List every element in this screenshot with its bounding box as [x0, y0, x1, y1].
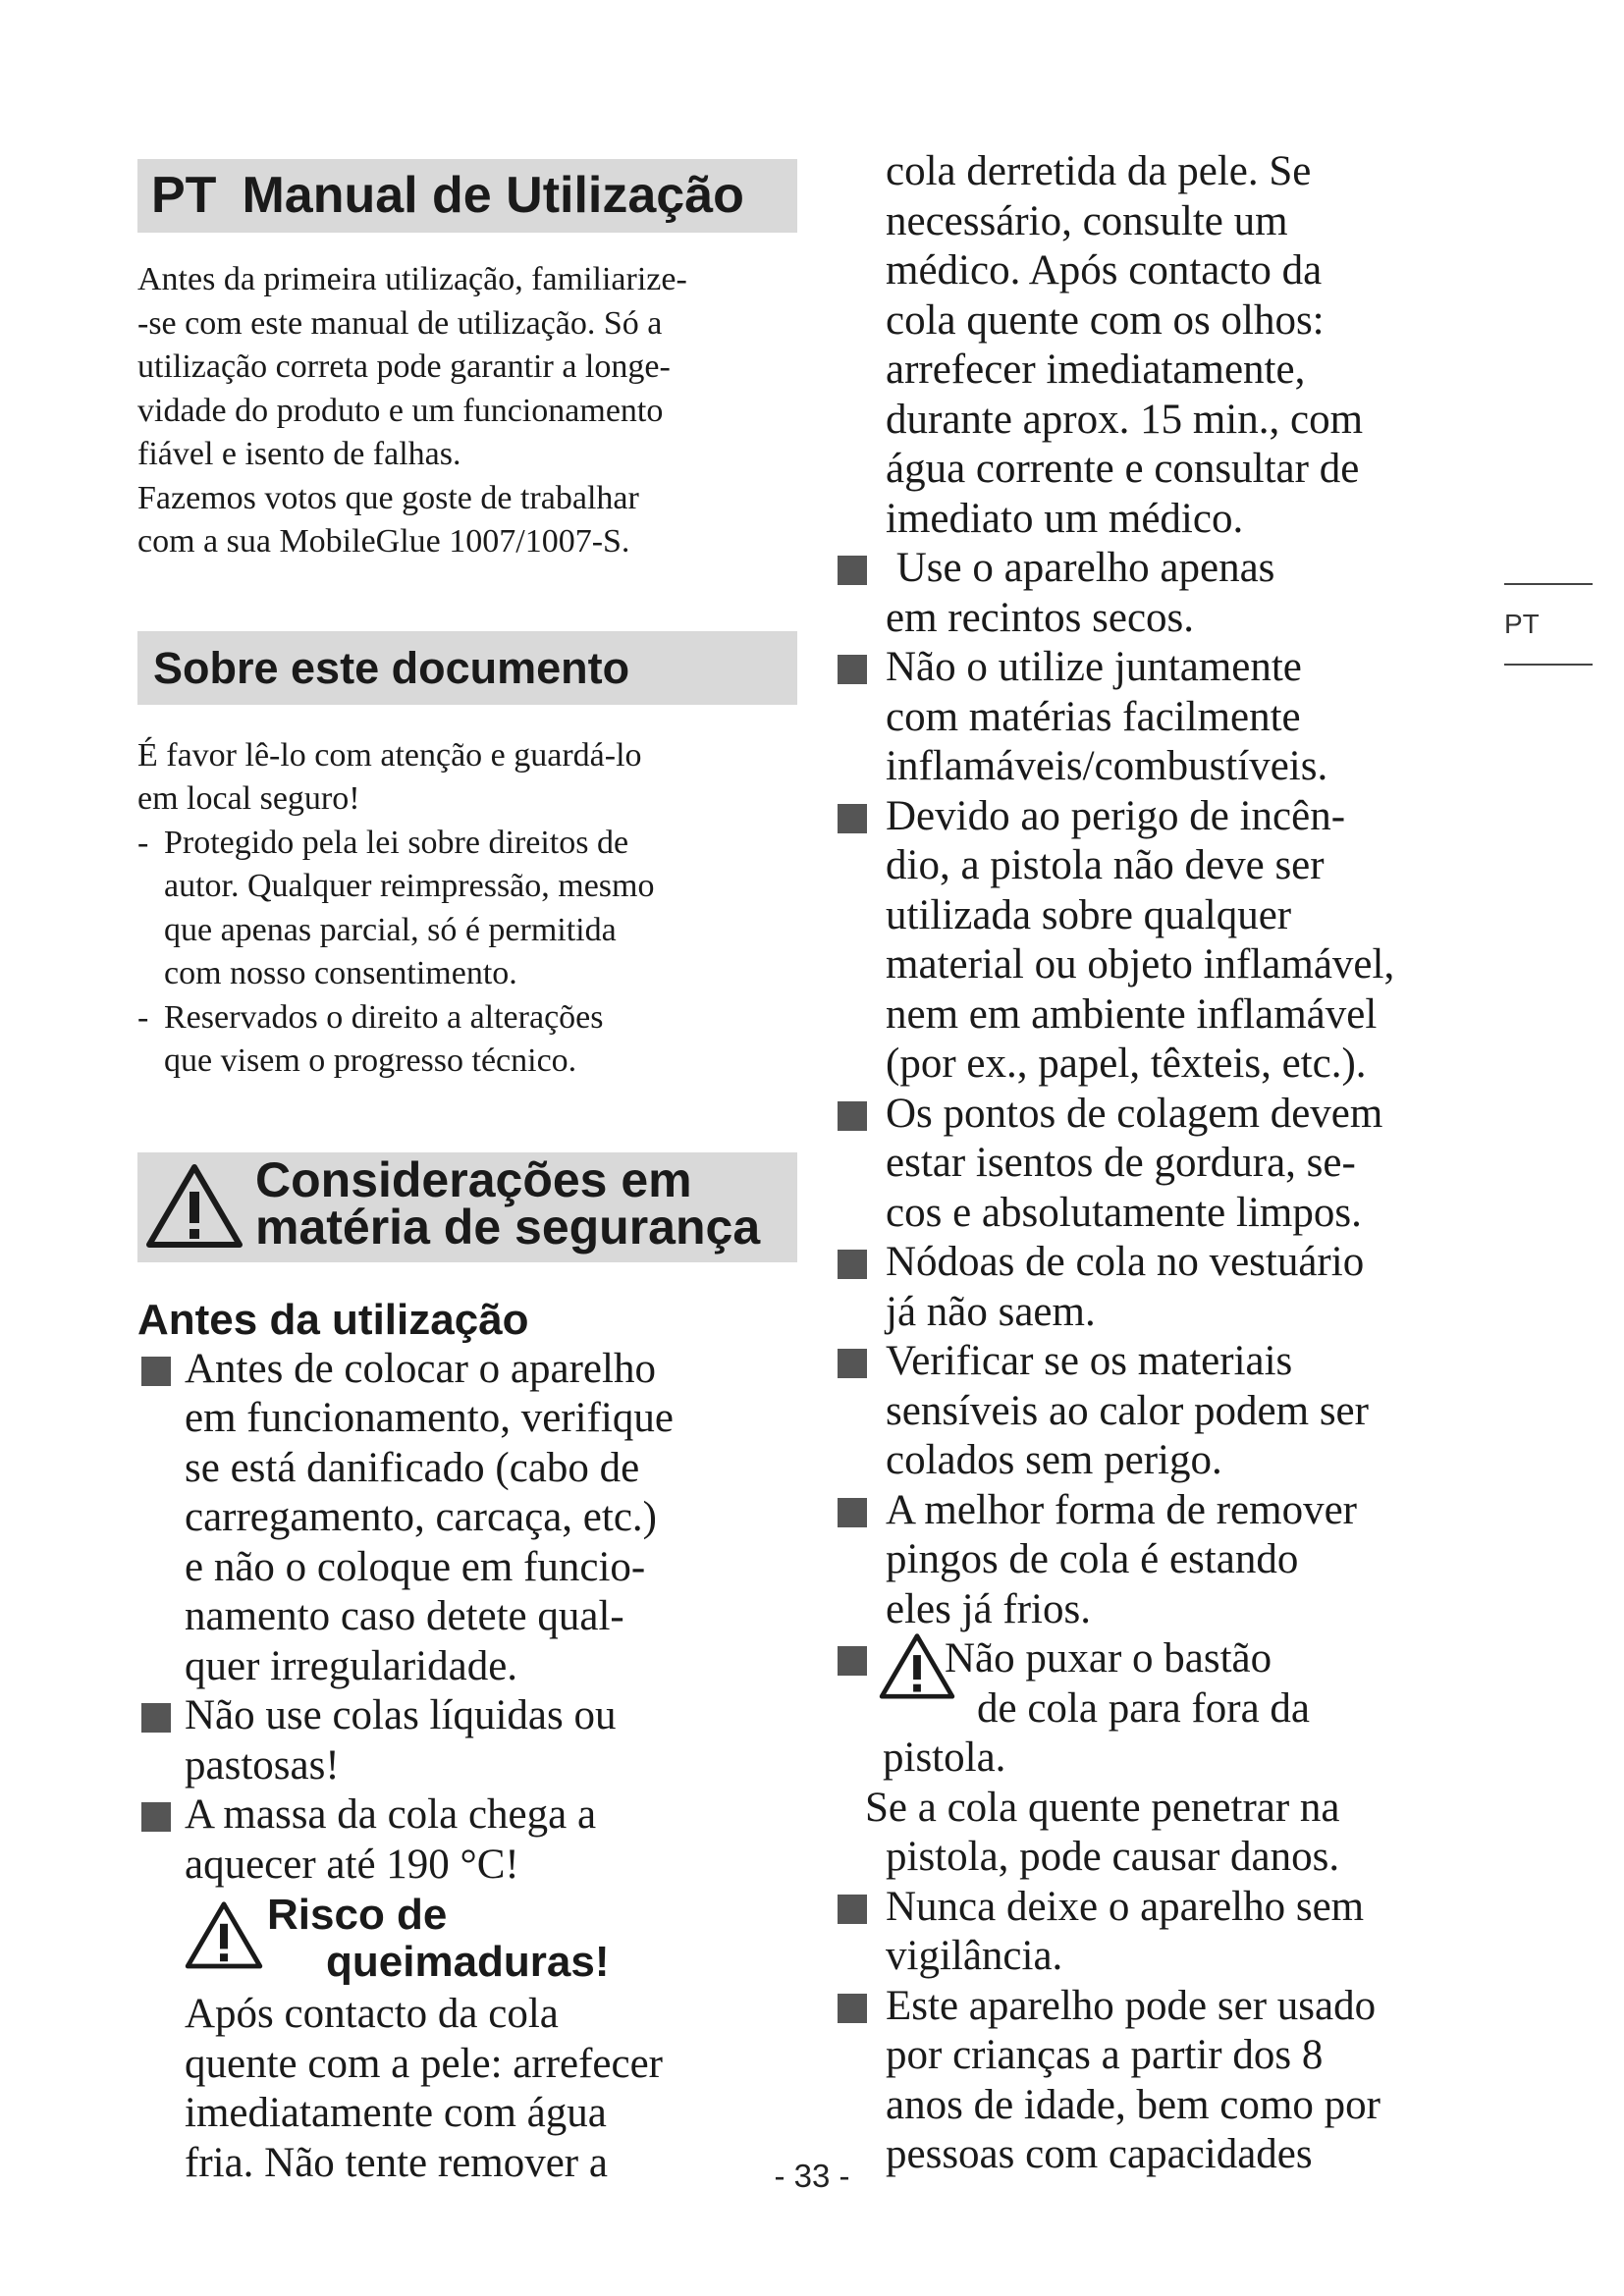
about-line: em local seguro! — [137, 780, 360, 817]
page-number: - 33 - — [774, 2158, 850, 2194]
square-bullet-icon — [838, 655, 867, 684]
list-item-line: Não o utilize juntamente — [886, 644, 1302, 690]
list-item-line: pastosas! — [185, 1741, 340, 1789]
list-item-line: A massa da cola chega a — [185, 1791, 597, 1838]
list-item-line: Reservados o direito a alterações — [164, 998, 604, 1036]
list-item-line: dio, a pistola não deve ser — [886, 842, 1325, 888]
about-body — [137, 734, 797, 1084]
square-bullet-icon — [838, 1498, 867, 1527]
list-item-line: Devido ao perigo de incên- — [886, 792, 1346, 839]
list-item-line: e não o coloque em funcio- — [185, 1543, 646, 1590]
tab-rule — [1504, 583, 1593, 585]
manual-title-bar — [137, 159, 797, 233]
text-line: arrefecer imediatamente, — [886, 347, 1306, 393]
list-item — [839, 1883, 1488, 1982]
about-line: É favor lê-lo com atenção e guardá-lo — [137, 736, 642, 774]
intro-line: utilização correta pode garantir a longe- — [137, 348, 671, 385]
warning-triangle-icon — [879, 1630, 955, 1701]
manual-title: Manual de Utilização — [242, 167, 744, 224]
list-item-line: Não use colas líquidas ou — [185, 1692, 617, 1738]
warning-followup-line: pistola, pode causar danos. — [886, 1834, 1340, 1880]
list-item — [137, 996, 797, 1084]
square-bullet-icon — [838, 1646, 867, 1676]
list-item — [839, 1337, 1488, 1486]
burn-risk-heading — [185, 1890, 797, 1990]
warning-triangle-icon — [145, 1162, 244, 1249]
text-line: fria. Não tente remover a — [185, 2139, 608, 2186]
language-code: PT — [151, 167, 217, 224]
safety-title-line: Considerações em — [255, 1151, 692, 1207]
list-item-line: Nódoas de cola no vestuário — [886, 1239, 1365, 1285]
list-item — [839, 544, 1488, 643]
text-line: necessário, consulte um — [886, 197, 1288, 244]
safety-list-right — [839, 544, 1488, 1784]
list-item-line: pingos de cola é estando — [886, 1536, 1299, 1582]
list-item-line: vigilância. — [886, 1933, 1063, 1979]
list-item-line: (por ex., papel, têxteis, etc.). — [886, 1041, 1367, 1087]
text-line: durante aprox. 15 min., com — [886, 396, 1364, 443]
safety-section-heading — [137, 1152, 797, 1262]
list-item-line: por crianças a partir dos 8 — [886, 2032, 1324, 2078]
square-bullet-icon — [838, 1895, 867, 1924]
list-item-line: quer irregularidade. — [185, 1642, 518, 1689]
list-item-line: inflamáveis/combustíveis. — [886, 743, 1328, 789]
right-column — [839, 147, 1488, 2180]
square-bullet-icon — [838, 1349, 867, 1378]
list-item — [839, 1238, 1488, 1337]
list-item-line: nem em ambiente inflamável — [886, 990, 1378, 1038]
list-item-line: namento caso detete qual- — [185, 1593, 624, 1639]
intro-line: Fazemos votos que goste de trabalhar — [137, 479, 639, 516]
square-bullet-icon — [141, 1802, 171, 1832]
left-column — [137, 159, 797, 2188]
intro-line: fiável e isento de falhas. — [137, 436, 461, 472]
list-item-line: colados sem perigo. — [886, 1437, 1222, 1483]
safety-list-left — [137, 1345, 797, 2189]
text-line: cola quente com os olhos: — [886, 296, 1325, 344]
dash-bullet: - — [137, 824, 149, 861]
safety-list-right-continued — [839, 1883, 1488, 2180]
list-item-line: em recintos secos. — [886, 594, 1195, 641]
before-use-subheading: Antes da utilização — [137, 1295, 529, 1344]
list-item-line: com matérias facilmente — [886, 693, 1301, 740]
list-item — [137, 1345, 797, 1692]
list-item — [137, 1691, 797, 1790]
square-bullet-icon — [838, 556, 867, 585]
text-line: cola derretida da pele. Se — [886, 148, 1312, 194]
list-item — [839, 643, 1488, 792]
list-item — [137, 1790, 797, 1890]
list-item-line: aquecer até 190 °C! — [185, 1841, 519, 1888]
intro-text — [137, 258, 797, 564]
list-item-line: A melhor forma de remover — [886, 1486, 1357, 1533]
list-item-line: Protegido pela lei sobre direitos de — [164, 824, 629, 861]
list-item-line: com nosso consentimento. — [164, 955, 517, 991]
list-item-line: de cola para fora da — [977, 1684, 1311, 1732]
burn-risk-line: Risco de — [267, 1891, 448, 1939]
list-item — [839, 1090, 1488, 1239]
square-bullet-icon — [141, 1357, 171, 1386]
list-item-line: carregamento, carcaça, etc.) — [185, 1494, 657, 1540]
list-item — [839, 1486, 1488, 1635]
continuation-text — [839, 147, 1488, 544]
list-item-line: estar isentos de gordura, se- — [886, 1140, 1356, 1186]
intro-line: vidade do produto e um funcionamento — [137, 392, 664, 429]
burn-risk-warning — [137, 1890, 797, 2188]
text-line: médico. Após contacto da — [886, 247, 1323, 294]
square-bullet-icon — [838, 1101, 867, 1131]
list-item-line: material ou objeto inflamável, — [886, 941, 1395, 988]
list-item-line: Nunca deixe o aparelho sem — [886, 1883, 1365, 1930]
warning-triangle-icon — [185, 1896, 263, 1974]
about-section-heading: Sobre este documento — [137, 631, 797, 705]
list-item-line: Não puxar o bastão — [945, 1635, 1272, 1682]
list-item-line: Verificar se os materiais — [886, 1338, 1293, 1384]
about-list — [137, 822, 797, 1084]
list-item-line: já não saem. — [886, 1288, 1096, 1335]
safety-title-line: matéria de segurança — [255, 1199, 761, 1255]
text-line: água corrente e consultar de — [886, 446, 1360, 492]
warning-followup-line: Se a cola quente penetrar na — [865, 1784, 1340, 1831]
list-item — [839, 1982, 1488, 2180]
burn-risk-line: queimaduras! — [326, 1938, 610, 1986]
side-tab-label: PT — [1504, 609, 1540, 639]
list-item-line: que visem o progresso técnico. — [164, 1042, 577, 1079]
list-item-line: Os pontos de colagem devem — [886, 1090, 1383, 1137]
list-item-line: se está danificado (cabo de — [185, 1444, 640, 1491]
list-item-line: cos e absolutamente limpos. — [886, 1189, 1362, 1236]
intro-line: com a sua MobileGlue 1007/1007-S. — [137, 523, 630, 560]
text-line: imediatamente com água — [185, 2090, 607, 2136]
list-item-line: em funcionamento, verifique — [185, 1395, 674, 1441]
list-item-line: pessoas com capacidades — [886, 2131, 1313, 2177]
intro-line: Antes da primeira utilização, familiarize- — [137, 261, 687, 297]
list-item-line: Antes de colocar o aparelho — [185, 1345, 656, 1392]
square-bullet-icon — [838, 804, 867, 833]
list-item-line: eles já frios. — [886, 1585, 1091, 1632]
square-bullet-icon — [838, 1250, 867, 1279]
list-item — [839, 1634, 1488, 1784]
list-item-line: pistola. — [883, 1735, 1006, 1781]
list-item-line: sensíveis ao calor podem ser — [886, 1387, 1369, 1434]
text-line: Após contacto da cola — [185, 1991, 559, 2037]
list-item-line: Use o aparelho apenas — [886, 545, 1275, 591]
dash-bullet: - — [137, 998, 149, 1036]
list-item-line: autor. Qualquer reimpressão, mesmo — [164, 868, 655, 904]
square-bullet-icon — [141, 1703, 171, 1733]
intro-line: -se com este manual de utilização. Só a — [137, 304, 663, 342]
list-item-line: Este aparelho pode ser usado — [886, 1982, 1377, 2029]
list-item-line: utilizada sobre qualquer — [886, 891, 1292, 938]
safety-title — [255, 1151, 761, 1255]
square-bullet-icon — [838, 1994, 867, 2023]
tab-rule — [1504, 664, 1593, 666]
list-item — [137, 822, 797, 996]
text-line: quente com a pele: arrefecer — [185, 2040, 664, 2087]
language-side-tab — [1504, 583, 1593, 666]
list-item-line: que apenas parcial, só é permitida — [164, 911, 617, 948]
list-item — [839, 792, 1488, 1090]
list-item-line: anos de idade, bem como por — [886, 2081, 1380, 2128]
text-line: imediato um médico. — [886, 495, 1244, 542]
